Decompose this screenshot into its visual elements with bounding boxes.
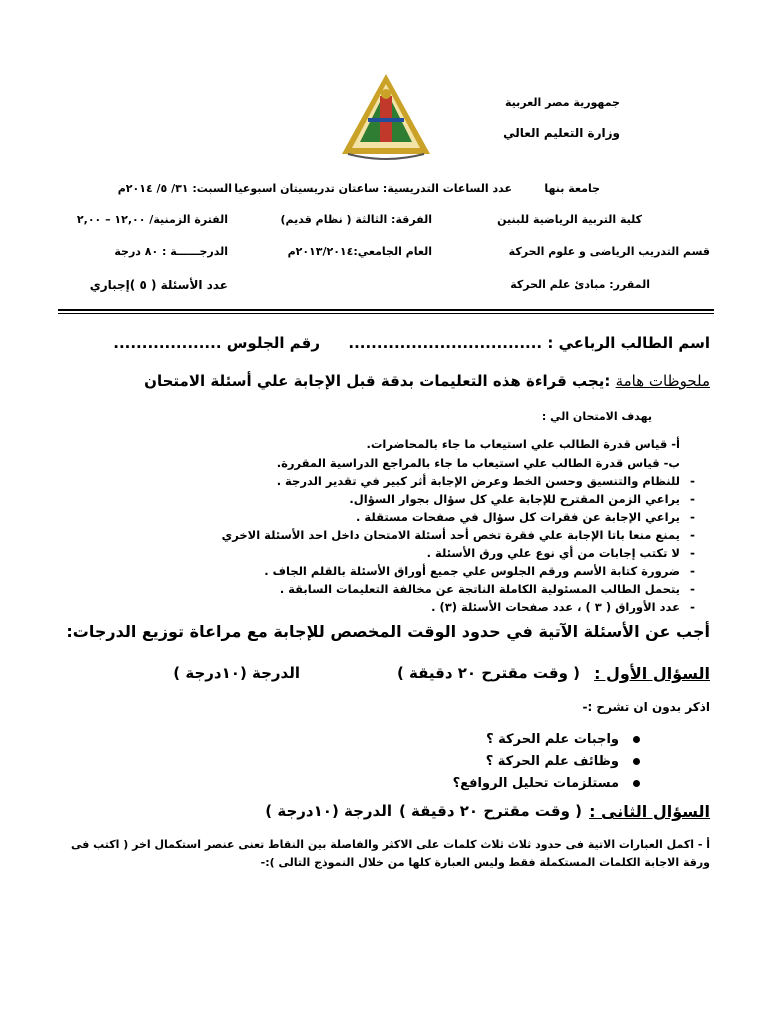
- q2-time: ( وقت مقترح ٢٠ دقيقة ): [398, 802, 582, 820]
- aim-item-a: أ- قياس قدرة الطالب علي استيعاب ما جاء بالمحاضرات.: [366, 437, 680, 451]
- faculty-name: كلية التربية الرياضية للبنين: [497, 213, 642, 226]
- rule-item: عدد الأوراق ( ٣ ) ، عدد صفحات الأسئلة (٣) .: [431, 600, 680, 614]
- rule-dash: -: [690, 510, 695, 524]
- year-level: الفرقة: الثالثة ( نظام قديم): [280, 213, 432, 226]
- rule-item: لا تكتب إجابات من أي نوع علي ورق الأسئلة .: [426, 546, 680, 560]
- rule-item: للنظام والتنسيق وحسن الخط وعرض الإجابة أثر كبير في تقدير الدرجة .: [276, 474, 680, 488]
- rule-dash: -: [690, 474, 695, 488]
- exam-date: السبت: ٣١/ ٥/ ٢٠١٤م: [117, 182, 232, 195]
- university-emblem-icon: [338, 70, 434, 160]
- header-divider: [58, 309, 714, 311]
- aim-item-b: ب- قياس قدرة الطالب علي استيعاب ما جاء بالمراجع الدراسية المقررة.: [276, 456, 680, 470]
- q1-title: السؤال الأول :: [594, 664, 710, 683]
- exam-aim: يهدف الامتحان الي :: [541, 410, 652, 423]
- student-name-line: اسم الطالب الرباعي : ..................................: [348, 334, 710, 352]
- rule-item: ضرورة كتابة الأسم ورقم الجلوس علي جميع أوراق الأسئلة بالقلم الجاف .: [264, 564, 680, 578]
- notes-subtitle: :يجب قراءة هذه التعليمات بدقة قبل الإجابة علي أسئلة الامتحان: [144, 372, 616, 390]
- teaching-hours: عدد الساعات التدريسية: ساعتان تدريسيتان اسبوعيا: [234, 182, 512, 195]
- bullet-icon: [633, 780, 640, 787]
- rule-item: يراعي الزمن المقترح للإجابة علي كل سؤال بجوار السؤال.: [349, 492, 680, 506]
- q1-item: وظائف علم الحركة ؟: [486, 754, 640, 769]
- q1-grade: الدرجة (١٠درجة ): [173, 664, 300, 682]
- seat-number-line: رقم الجلوس ...................: [113, 334, 320, 352]
- q1-item: مستلزمات تحليل الروافع؟: [453, 776, 640, 791]
- total-grade: الدرجــــــة : ٨٠ درجة: [114, 245, 228, 258]
- rule-dash: -: [690, 564, 695, 578]
- university-name: جامعة بنها: [544, 182, 600, 195]
- rule-dash: -: [690, 600, 695, 614]
- bullet-icon: [633, 736, 640, 743]
- q1-prompt: اذكر بدون ان تشرح :-: [582, 700, 710, 714]
- q1-time: ( وقت مقترح ٢٠ دقيقة ): [396, 664, 580, 682]
- notes-title: ملحوظات هامة: [615, 372, 710, 390]
- header-divider-thin: [58, 313, 714, 314]
- q2-title: السؤال الثانى :: [589, 802, 710, 821]
- rule-item: يراعي الإجابة عن فقرات كل سؤال في صفحات مستقلة .: [356, 510, 680, 524]
- rule-dash: -: [690, 546, 695, 560]
- rule-item: يمنع منعا باتا الإجابة علي فقرة تخص أحد أسئلة الامتحان داخل احد الأسئلة الاخري: [221, 528, 680, 542]
- q2-grade: الدرجة (١٠درجة ): [265, 802, 392, 820]
- academic-year: العام الجامعي:٢٠١٣/٢٠١٤م: [287, 245, 432, 258]
- republic-name: جمهورية مصر العربية: [505, 96, 620, 109]
- answer-instructions: أجب عن الأسئلة الآتية في حدود الوقت المخصص للإجابة مع مراعاة توزيع الدرجات:: [66, 622, 710, 641]
- q1-item: واجبات علم الحركة ؟: [486, 732, 640, 747]
- course-name: المقرر: مبادئ علم الحركة: [510, 278, 650, 291]
- rule-dash: -: [690, 528, 695, 542]
- q2-line-1: أ - اكمل العبارات الاتية فى حدود ثلاث ثلاث كلمات على الاكثر والفاصلة بين النقاط تعنى عنصر استكمال اخر ( اكتب فى: [70, 838, 710, 851]
- time-period: الفترة الزمنية/ ١٢,٠٠ – ٢,٠٠: [76, 213, 228, 226]
- department-name: قسم التدريب الرياضى و علوم الحركة: [508, 245, 710, 258]
- notes-heading: [144, 372, 710, 390]
- ministry-name: وزارة التعليم العالي: [503, 126, 620, 140]
- rule-dash: -: [690, 582, 695, 596]
- bullet-icon: [633, 758, 640, 765]
- q2-line-2: ورقة الاجابة الكلمات المستكملة فقط وليس العبارة كلها من خلال النموذج التالى ):-: [260, 856, 710, 869]
- rule-item: يتحمل الطالب المسئولية الكاملة الناتجة عن مخالفة التعليمات السابقة .: [279, 582, 680, 596]
- questions-count: عدد الأسئلة ( ٥ )إجباري: [89, 278, 228, 292]
- rule-dash: -: [690, 492, 695, 506]
